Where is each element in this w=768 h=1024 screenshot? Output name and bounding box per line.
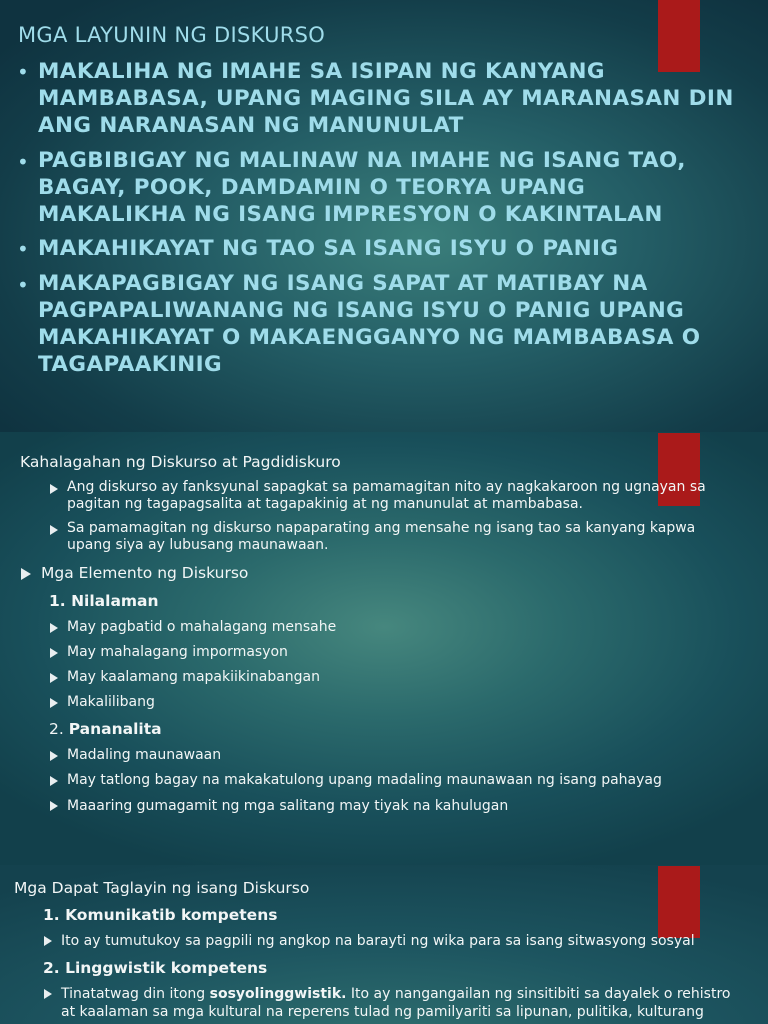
bullet-dot: •	[17, 273, 29, 297]
list-item: Ito ay tumutukoy sa pagpili ng angkop na barayti ng wika para sa isang sitwasyong sosyal	[61, 933, 695, 949]
triangle-bullet-icon	[50, 484, 58, 494]
elements-heading: Mga Elemento ng Diskurso	[41, 564, 249, 582]
line: MAKAHIKAYAT O MAKAENGGANYO NG MAMBABASA O	[38, 325, 701, 350]
triangle-bullet-icon	[50, 623, 58, 633]
point-text	[67, 520, 695, 554]
bullet-text	[38, 147, 686, 228]
item-title: 2. Linggwistik kompetens	[43, 959, 268, 977]
line: Sa pamamagitan ng diskurso napaparating ang mensahe ng isang tao sa kanyang kapwa	[67, 520, 696, 536]
list-item: Makalilibang	[67, 694, 155, 710]
list-item: May pagbatid o mahalagang mensahe	[67, 619, 337, 635]
line: MAKALIKHA NG ISANG IMPRESYON O KAKINTALAN	[38, 202, 663, 227]
slide-heading: Mga Dapat Taglayin ng isang Diskurso	[14, 879, 310, 897]
line: ANG NARANASAN NG MANUNULAT	[38, 113, 464, 138]
line: TAGAPAAKINIG	[38, 352, 223, 377]
bold-term: sosyolinggwistik.	[209, 986, 347, 1002]
text-run: Ito ay nangangailan ng sinsitibiti sa dayalek o rehistro	[346, 986, 731, 1002]
list-item: May tatlong bagay na makakatulong upang madaling maunawaan ng isang pahayag	[67, 772, 662, 788]
triangle-bullet-icon	[50, 648, 58, 658]
accent-bar	[658, 866, 700, 938]
line: Ang diskurso ay fanksyunal sapagkat sa pamamagitan nito ay nagkakaroon ng ugnayan sa	[67, 479, 706, 495]
point-text	[67, 479, 706, 513]
slide-1	[0, 0, 768, 432]
slide-3	[0, 865, 768, 1024]
item-title: 1. Komunikatib kompetens	[43, 906, 278, 924]
line: MAKAHIKAYAT NG TAO SA ISANG ISYU O PANIG	[38, 236, 619, 261]
triangle-bullet-icon	[50, 673, 58, 683]
slide-title: MGA LAYUNIN NG DISKURSO	[18, 23, 326, 47]
triangle-bullet-icon	[50, 525, 58, 535]
line: at kaalaman sa mga kultural na reperens tulad ng pamilyariti sa lipunan, pulitika, kulturang	[61, 1004, 704, 1020]
triangle-bullet-icon	[44, 989, 52, 999]
list-item	[61, 985, 730, 1021]
slide-heading: Kahalagahan ng Diskurso at Pagdidiskuro	[20, 453, 341, 471]
bullet-text	[38, 235, 618, 262]
slide-2	[0, 432, 768, 865]
triangle-bullet-icon	[50, 801, 58, 811]
line: MAMBABASA, UPANG MAGING SILA AY MARANASAN DIN	[38, 86, 734, 111]
bullet-dot: •	[17, 150, 29, 174]
line: MAKALIHA NG IMAHE SA ISIPAN NG KANYANG	[38, 59, 605, 84]
item-title: 1. Nilalaman	[49, 592, 159, 610]
triangle-bullet-icon	[21, 568, 31, 580]
triangle-bullet-icon	[50, 698, 58, 708]
item-number: 2.	[49, 720, 69, 738]
list-item: Madaling maunawaan	[67, 747, 222, 763]
triangle-bullet-icon	[50, 776, 58, 786]
bullet-text	[38, 58, 734, 139]
line	[61, 985, 730, 1003]
item-title-text: Pananalita	[68, 720, 162, 738]
triangle-bullet-icon	[44, 936, 52, 946]
line: upang siya ay lubusang maunawaan.	[67, 537, 329, 553]
line: PAGPAPALIWANANG NG ISANG ISYU O PANIG UPANG	[38, 298, 685, 323]
line: MAKAPAGBIGAY NG ISANG SAPAT AT MATIBAY NA	[38, 271, 648, 296]
triangle-bullet-icon	[50, 751, 58, 761]
list-item: May kaalamang mapakiikinabangan	[67, 669, 321, 685]
list-item: May mahalagang impormasyon	[67, 644, 288, 660]
line: BAGAY, POOK, DAMDAMIN O TEORYA UPANG	[38, 175, 586, 200]
line: PAGBIBIGAY NG MALINAW NA IMAHE NG ISANG TAO,	[38, 148, 686, 173]
bullet-dot: •	[17, 237, 29, 261]
text-run: Tinatatwag din itong	[61, 986, 210, 1002]
bullet-dot: •	[17, 60, 29, 84]
bullet-text	[38, 270, 700, 378]
list-item: Maaaring gumagamit ng mga salitang may tiyak na kahulugan	[67, 798, 509, 814]
item-title	[49, 720, 162, 738]
line: pagitan ng tagapagsalita at tagapakinig at ng manunulat at mambabasa.	[67, 496, 583, 512]
